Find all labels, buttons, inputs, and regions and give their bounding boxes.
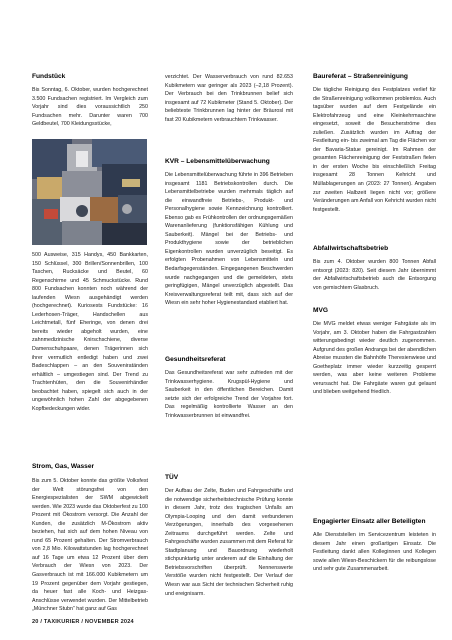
engagement-paragraph: Alle Dienststellen im Servicezentrum leisteten in diesem Jahr einen großartigen Einsatz. Die Festleitung dankt allen Kolleginnen und Kollegen sowie allen Wiesn-Beschickern für die reibungslose und sehr gute Zusammenarbeit. <box>313 532 436 573</box>
baureferat-heading: Baureferat – Straßenreinigung <box>313 73 408 80</box>
mvg-heading: MVG <box>313 307 329 314</box>
strom-continued-paragraph: verzichtet. Der Wasserverbrauch von rund 82.653 Kubikmetern war geringer als 2023 (–2,18 Prozent). Der Verbrauch bei den Trinkbrunnen belief sich insgesamt auf 72 Kubikmeter (Stand 5. Oktober). Der beliebteste Trinkbrunnen lag hinter der Bräurosl mit fast 20 Kubikmetern verbrauchtem Trinkwasser. <box>165 74 293 123</box>
kvr-heading: KVR – Lebensmittelüberwachung <box>165 158 270 165</box>
tuev-heading: TÜV <box>165 474 179 481</box>
gesundheitsreferat-heading: Gesundheitsreferat <box>165 356 226 363</box>
page-footer <box>32 619 134 625</box>
tuev-paragraph: Der Aufbau der Zelte, Buden und Fahrgeschäfte und die notwendige sicherheitstechnische Prüfung konnte in diesem Jahr, trotz des tragischen Unfalls am Olympia-Looping und den damit verbundenen Verzögerungen, innerhalb des vorgesehenen Zeitraums durchgeführt werden. Zelte und Fahrgeschäfte wurden zusammen mit dem Referat für Stadtplanung und Bauordnung wiederholt stichpunktartig unter anderem auf die Einhaltung der Betriebsvorschriften überprüft. Nennenswerte Verstöße wurden nicht festgestellt. Der Verlauf der Wiesn war aus Sicht der technischen Sicherheit ruhig und ereignisarm. <box>165 488 294 597</box>
mvg-paragraph: Die MVG meldet etwas weniger Fahrgäste als im Vorjahr, am 3. Oktober haben die Fahrgastzahlen witterungsbedingt wieder deutlich zugenommen. Aufgrund des großen Andrangs bei der abendlichen Abreise mussten die Bahnhöfe Theresienwiese und Goetheplatz immer wieder kurzzeitig gesperrt werden, was aber keine weiteren Probleme verursacht hat. Die Fahrgäste waren gut gelaunt und blieben weitgehend friedlich. <box>313 321 436 396</box>
fundstueck-paragraph-2: 500 Ausweise, 315 Handys, 450 Bankkarten, 150 Schlüssel, 300 Brillen/Sonnenbrillen, 100 Taschen, Rucksäcke und Beutel, 60 Regenschirme und 45 Schmuckstücke. Rund 800 Fundsachen konnten noch während der laufenden Wiesn ausgehändigt werden (hochgerechnet). Kuriosests Fundstücke: 16 Lederhosen-Träger, Handschellen aus Leichtmetall, fünf Eheringe, von denen drei bereits wieder abgeholt wurden, eine zahnmedizinische Knirschschiene, diverse Damenschuhpaare, denen Trägerinnen sich ihrer vermutlich entledigt haben und zwei Badeschlappen – an den Souveniratänden erhältlich – umgestiegen sind. Der Trend zu Trachtenhüten, den die Souvenirhändler beobachtet haben, spiegelt sich auch in der ungewöhnlich hohen Zahl der abgegebenen Kopfbedeckungen wider. <box>32 252 148 412</box>
strom-heading: Strom, Gas, Wasser <box>32 463 95 470</box>
gesundheitsreferat-paragraph: Das Gesundheitsreferat war sehr zufrieden mit der Trinkwasserhygiene. Krugspül-Hygiene und Sauberkeit in den öffentlichen Bereichen. Damit setzte sich der erfolgreiche Trend der Vorjahre fort. Das regelmäßig kontrollierte Wasser an den Trinkwasserbrunnen ist einwandfrei. <box>165 370 293 419</box>
abfall-heading: Abfallwirtschaftsbetrieb <box>313 245 389 252</box>
photo-illustration <box>32 139 147 245</box>
fundstueck-paragraph-1-visible: Bis Sonntag, 6. Oktober, wurden hochgerechnet 3.500 Fundsachen registriert. Im Vergleich zum Vorjahr sind dies voraussichtlich 250 Fundsachen mehr. Darunter waren 700 Geldbeutel, 700 Kleidungsstücke, <box>32 87 148 128</box>
engagement-heading: Engagierter Einsatz aller Beteiligten <box>313 518 426 525</box>
baureferat-paragraph: Die tägliche Reinigung des Festplatzes verlief für die Straßenreinigung vollkommen problemlos. Auch tagsüber wurden auf dem Festgelände ein Elektrofahrzeug und eine Kleinkehrmaschine eingesetzt, soweit die Besucherströme dies zuließen. Zusätzlich wurden im Auftrag der Festleitung ein- bis zweimal am Tag die Flächen vor der Bavaria-Statue gereinigt. Im Rahmen der gesamten Flächenreinigung der Feststraßen fielen in der ersten Woche bis einschließlich Freitag insgesamt 28 Tonnen Kehricht und Müllablagerungen an (2023: 27 Tonnen). Angaben zur zweiten Halbzeit liegen nicht vor; größere Veränderungen am Anfall von Kehricht wurden nicht festgestellt. <box>313 87 436 213</box>
strom-paragraph: Bis zum 5. Oktober konnte das größte Volksfest der Welt störungsfrei von den Energiespezialisten der SWM abgewickelt werden. Wie 2023 wurde das Oktoberfest zu 100 Prozent mit Ökostrom versorgt. Die Anzahl der Kunden, die zusätzlich M-Ökostrom aktiv beziehen, hat sich auf dem hohen Niveau von rund 65 Prozent gehalten. Der Stromverbrauch von 2,8 Mio. Kilowattstunden lag hochgerechnet auf 16 Tage um etwa 12 Prozent über dem Verbrauch der Wiesn von 2023. Der Gasverbrauch ist mit 166.000 Kubikmetern um 19 Prozent gegenüber dem Vorjahr gestiegen, da heuer fast alle Koch- und Heizgas-Anschlüsse verwendet wurden. Der Mittelbetrieb „Münchner Stubn“ hat ganz auf Gas <box>32 478 148 613</box>
abfall-paragraph: Bis zum 4. Oktober wurden 800 Tonnen Abfall entsorgt (2023: 820). Seit diesem Jahr übernimmt der Abfallwirtschaftsbetrieb auch die Entsorgung von gemischtem Glasbruch. <box>313 259 436 291</box>
lost-items-photo <box>32 139 147 245</box>
magazine-issue: / TAXIKURIER / NOVEMBER 2024 <box>40 619 134 625</box>
page-number: 20 <box>32 619 39 625</box>
kvr-paragraph: Die Lebensmittelüberwachung führte in 396 Betrieben insgesamt 1181 Betriebskontrollen durch. Die Lebensmittelbetriebe wurden mehrmals täglich auf die einwandfreie Betriebs-, Produkt- und Personalhygiene sowie Kennzeichnung kontrolliert. Ebenso gab es Frühkontrollen der ordnungsgemäßen Warenanlieferung (funktionsfähigen Kühlung und Sauberkeit). Mängel bei der Betriebs- und Produkthygiene sowie der betrieblichen Eigenkontrollen wurden unverzüglich beseitigt. Es erfolgten Probenahmen von Lebensmitteln und Bedarfsgegenständen. Eingegangenen Beschwerden wurde nachgegangen und die gemeldeten, stets geringfügigen, Mängel unverzüglich abgestellt. Das Kreisverwaltungsreferat teilt mit, dass sich auf der Wiesn ein sehr hoher Hygienestandard etabliert hat. <box>165 172 293 307</box>
fundstueck-heading: Fundstück <box>32 73 66 80</box>
